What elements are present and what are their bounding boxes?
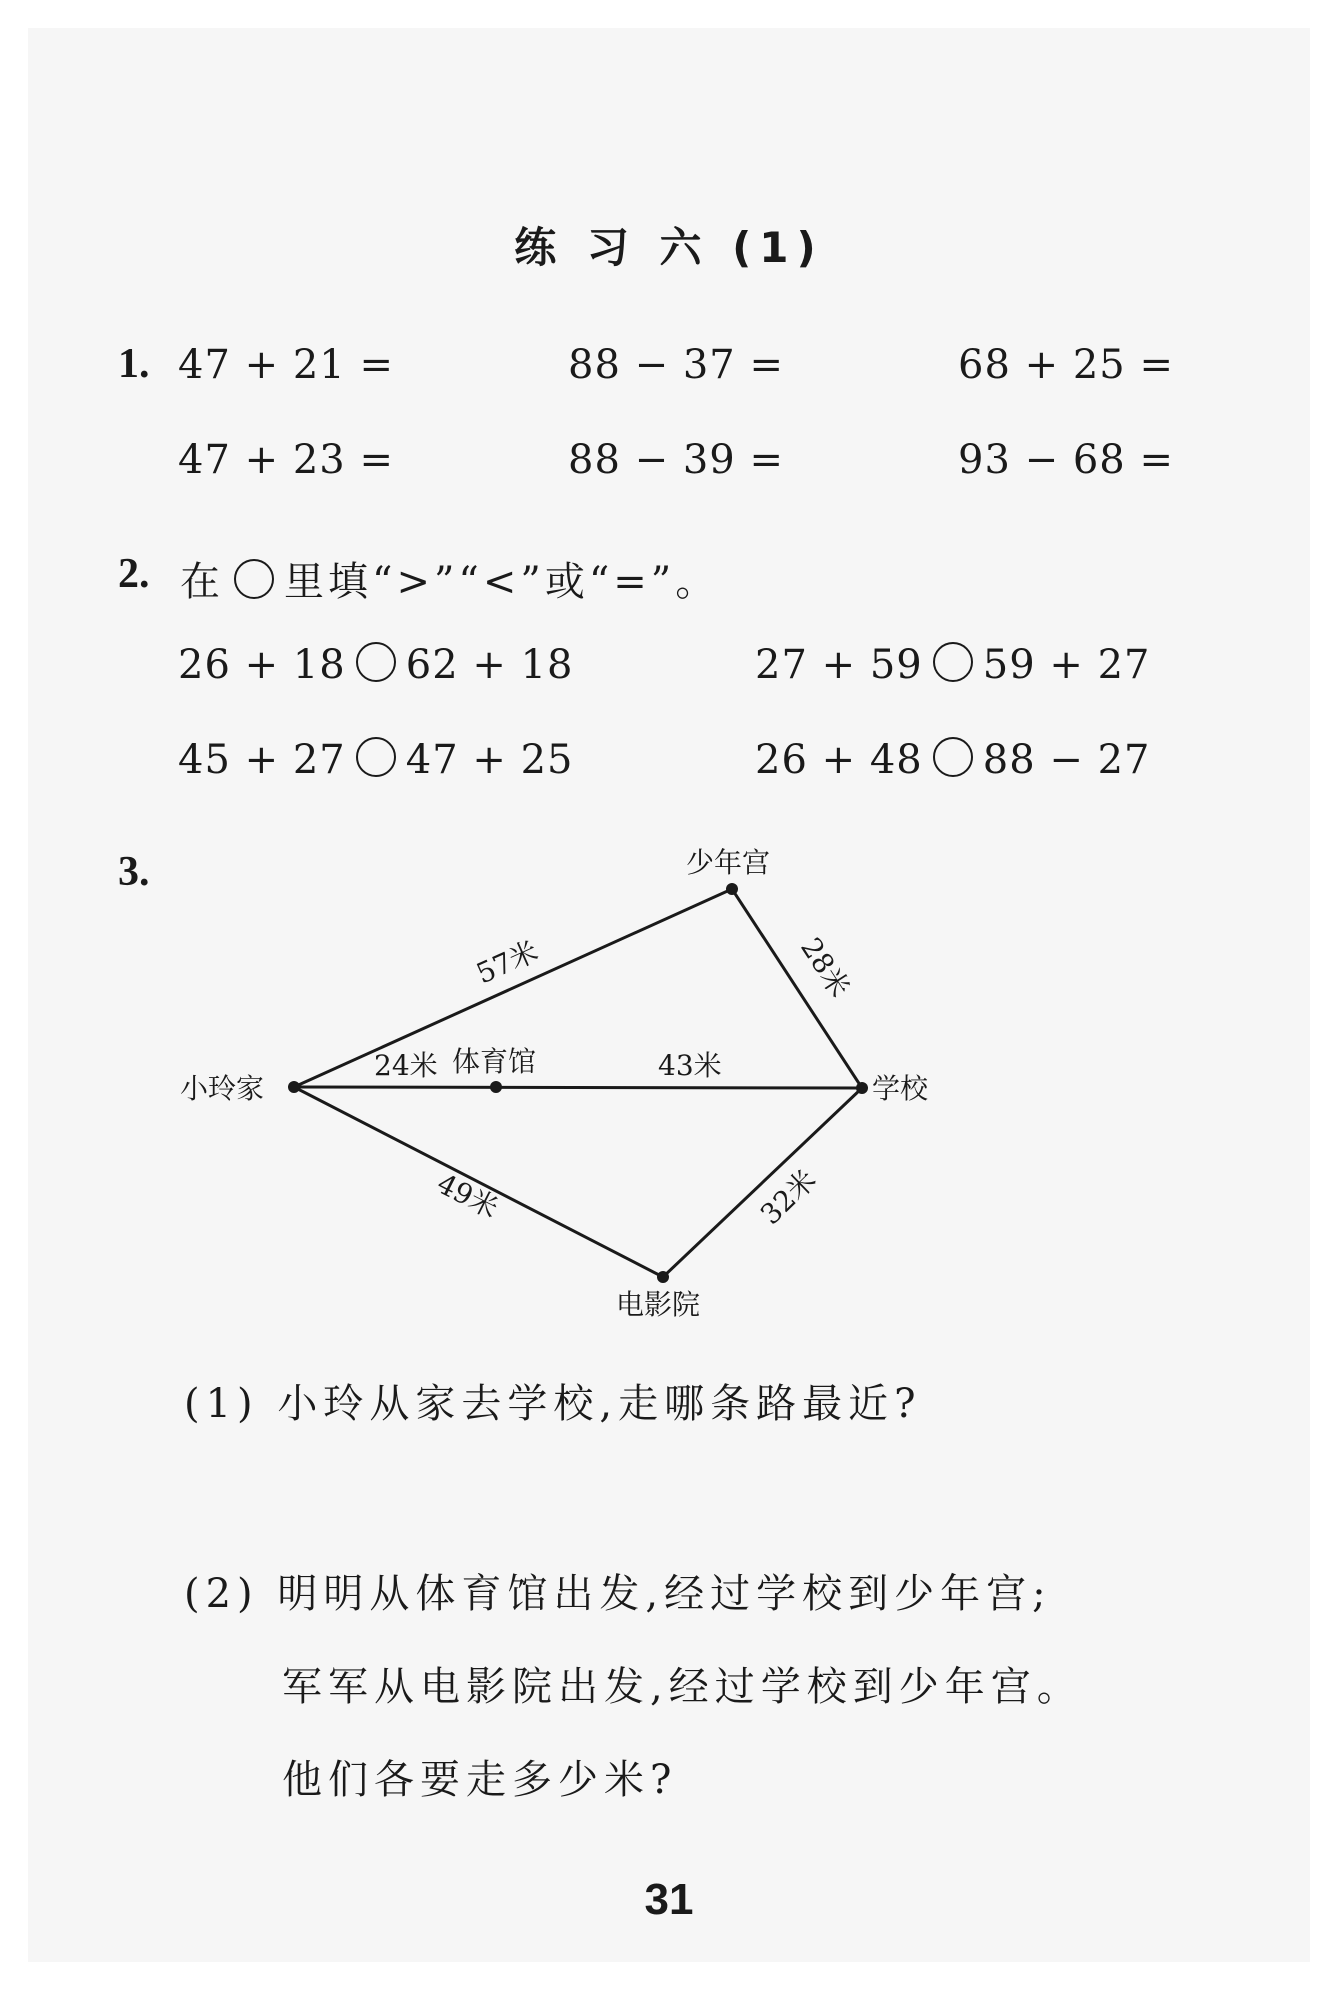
road-home-gym-school [294,1087,862,1088]
label-cinema: 电影院 [616,1288,701,1321]
comparison-left: 26 + 48 [755,737,923,783]
page-title: 练 习 六 (1) [514,223,824,272]
label-home: 小玲家 [180,1072,265,1105]
point-school [856,1082,868,1094]
point-palace [726,883,738,895]
comparison-left: 26 + 18 [178,642,346,688]
distance-cinema-school: 32米 [753,1163,823,1232]
point-cinema [657,1271,669,1283]
equation: 68 + 25 = [958,342,1174,388]
question-3-number: 3. [118,849,150,895]
equation: 47 + 21 = [178,342,394,388]
point-home [288,1081,300,1093]
distance-gym-school: 43米 [658,1049,722,1082]
equation: 88 − 37 = [568,342,784,388]
distance-palace-school: 28米 [794,931,857,1004]
comparison-left: 27 + 59 [755,642,923,688]
distance-home-palace: 57米 [471,934,543,991]
equation: 47 + 23 = [178,437,394,483]
question-3-part-2-line-2: 军军从电影院出发,经过学校到少年宫。 [282,1664,1083,1710]
page-number: 31 [644,1875,694,1924]
label-gym: 体育馆 [452,1045,537,1078]
comparison-left: 45 + 27 [178,737,346,783]
point-gym [490,1081,502,1093]
question-3-part-2-line-3: 他们各要走多少米? [282,1757,678,1803]
label-palace: 少年宫 [686,846,771,879]
comparison-right: 59 + 27 [982,642,1151,688]
road-cinema-school [663,1088,862,1277]
prompt-text: 在 [180,559,224,605]
comparison-right: 62 + 18 [405,642,574,688]
label-school: 学校 [872,1072,929,1105]
equation: 88 − 39 = [568,437,784,483]
distance-home-cinema: 49米 [431,1166,504,1226]
distance-home-gym: 24米 [374,1049,438,1082]
comparison-right: 88 − 27 [982,737,1151,783]
question-3-part-1: (1) 小玲从家去学校,走哪条路最近? [184,1381,922,1427]
question-1-number: 1. [118,341,150,387]
question-2-number: 2. [118,551,150,597]
comparison-right: 47 + 25 [405,737,574,783]
question-3-part-2-line-1: (2) 明明从体育馆出发,经过学校到少年宫; [184,1571,1052,1617]
prompt-text: 里填“>”“<”或“=”。 [284,559,720,605]
equation: 93 − 68 = [958,437,1174,483]
